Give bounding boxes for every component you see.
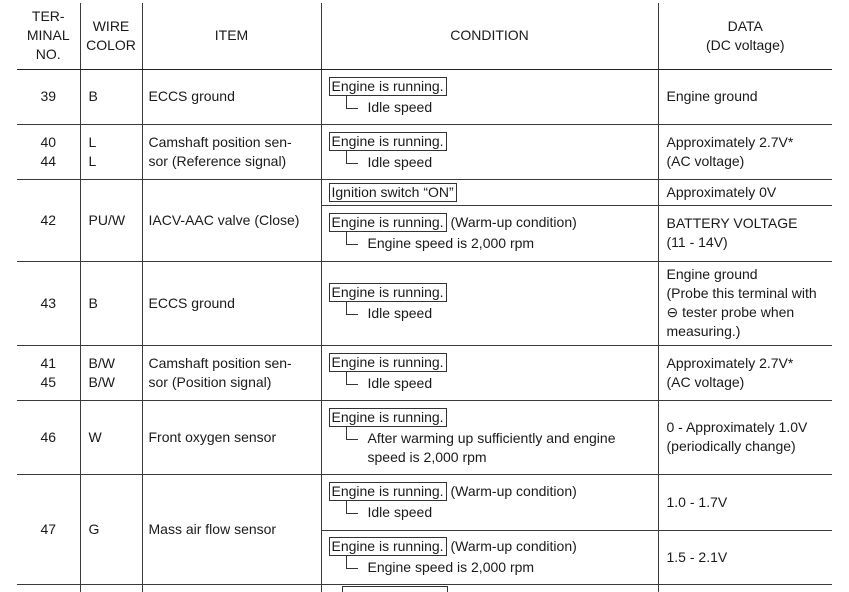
data-cell: Engine ground (658, 69, 832, 124)
elbow-connector (346, 232, 358, 245)
wire-cell: B/W B/W (80, 345, 142, 400)
data-cell: BATTERY VOLTAGE (11 - 14V) (658, 205, 832, 261)
condition-cell: Engine is running. Idle speed (321, 261, 658, 345)
wire-cell: L L (80, 124, 142, 179)
header-item: ITEM (142, 3, 321, 69)
item-cell: Mass air flow sensor (142, 474, 321, 584)
header-data: DATA (DC voltage) (658, 3, 832, 69)
terminal-cell: 40 44 (17, 124, 80, 179)
table-row (17, 261, 832, 345)
item-cell: Camshaft position sen- sor (Position signal) (142, 345, 321, 400)
condition-box: Engine is running. (329, 353, 447, 372)
wire-cell: B (80, 261, 142, 345)
condition-cell: Engine is running. Idle speed (321, 124, 658, 179)
item-cell: IACV-AAC valve (Close) (142, 179, 321, 261)
header-condition: CONDITION (321, 3, 658, 69)
terminal-cell: 42 (17, 179, 80, 261)
elbow-connector (346, 556, 358, 569)
table-row (17, 345, 832, 400)
elbow-connector (346, 96, 358, 109)
header-terminal: TER- MINAL NO. (17, 3, 80, 69)
data-cell: 1.0 - 1.7V (658, 474, 832, 530)
condition-cell: Engine is running. Idle speed (321, 69, 658, 124)
wire-cell: B (80, 69, 142, 124)
condition-box-partial (342, 586, 448, 592)
ecm-terminal-table (17, 3, 832, 592)
condition-cell: Engine is running. (Warm-up condition) Engine speed is 2,000 rpm (321, 530, 658, 584)
item-cell: ECCS ground (142, 261, 321, 345)
terminal-cell: 43 (17, 261, 80, 345)
condition-box: Ignition switch “ON” (329, 183, 457, 202)
item-cell: Front oxygen sensor (142, 400, 321, 474)
wire-cell: W (80, 400, 142, 474)
data-cell: Approximately 2.7V* (AC voltage) (658, 345, 832, 400)
terminal-cell: 41 45 (17, 345, 80, 400)
condition-box: Engine is running. (329, 482, 447, 501)
data-cell: Engine ground (Probe this terminal with ⊖ tester probe when measuring.) (658, 261, 832, 345)
terminal-cell: 46 (17, 400, 80, 474)
elbow-connector (346, 427, 358, 440)
terminal-cell: 47 (17, 474, 80, 584)
item-cell: ECCS ground (142, 69, 321, 124)
table-row (17, 179, 832, 205)
table-row (17, 474, 832, 530)
table-header-row (17, 3, 832, 69)
condition-box: Engine is running. (329, 283, 447, 302)
condition-cell: Engine is running. (Warm-up condition) Engine speed is 2,000 rpm (321, 205, 658, 261)
table-row (17, 69, 832, 124)
item-cell: Camshaft position sen- sor (Reference signal) (142, 124, 321, 179)
elbow-connector (346, 372, 358, 385)
elbow-connector (346, 302, 358, 315)
data-cell: 0 - Approximately 1.0V (periodically change) (658, 400, 832, 474)
header-wire-color: WIRE COLOR (80, 3, 142, 69)
elbow-connector (346, 151, 358, 164)
condition-box: Engine is running. (329, 132, 447, 151)
terminal-cell: 39 (17, 69, 80, 124)
condition-cell (321, 179, 658, 205)
condition-box: Engine is running. (329, 408, 447, 427)
table-row (17, 124, 832, 179)
data-cell: Approximately 2.7V* (AC voltage) (658, 124, 832, 179)
condition-box: Engine is running. (329, 537, 447, 556)
table-row (17, 400, 832, 474)
elbow-connector (346, 501, 358, 514)
condition-cell: Engine is running. Idle speed (321, 345, 658, 400)
wire-cell: G (80, 474, 142, 584)
condition-box: Engine is running. (329, 77, 447, 96)
condition-box: Engine is running. (329, 213, 447, 232)
wire-cell: PU/W (80, 179, 142, 261)
condition-cell: Engine is running. After warming up sufficiently and engine speed is 2,000 rpm (321, 400, 658, 474)
condition-cell: Engine is running. (Warm-up condition) Idle speed (321, 474, 658, 530)
data-cell: Approximately 0V (658, 179, 832, 205)
data-cell: 1.5 - 2.1V (658, 530, 832, 584)
